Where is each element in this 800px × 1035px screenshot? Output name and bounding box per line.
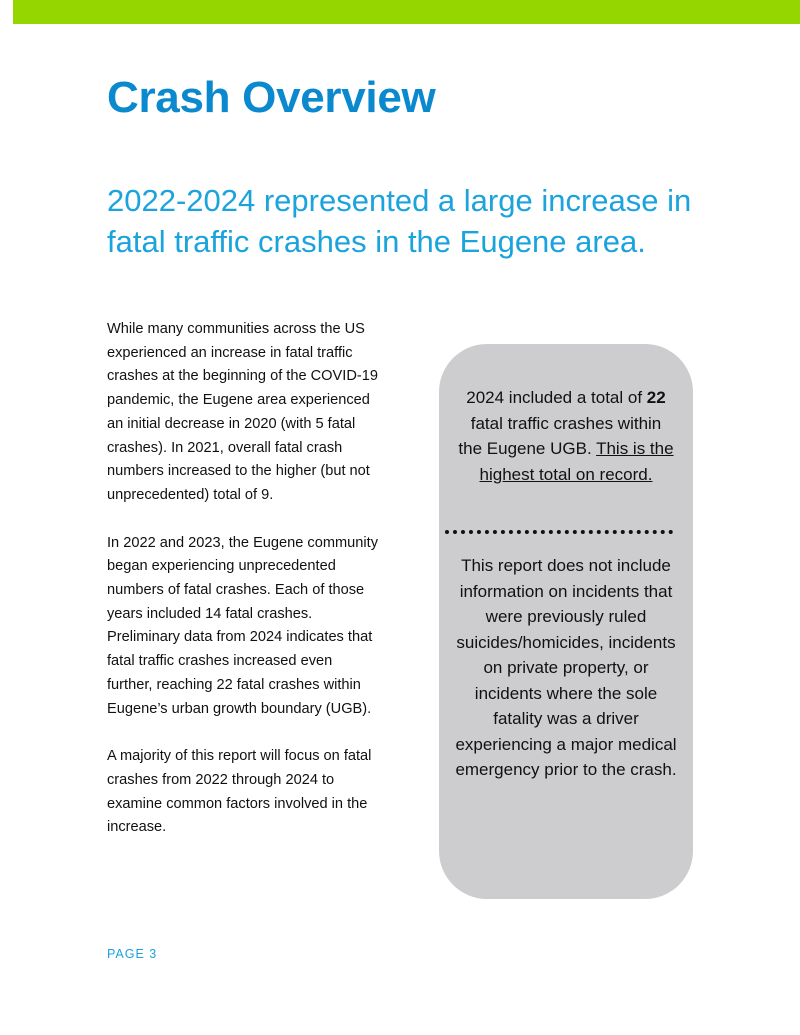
page-title: Crash Overview	[107, 73, 436, 122]
section-subtitle: 2022-2024 represented a large increase in fatal traffic crashes in the Eugene area.	[107, 183, 692, 259]
callout-crash-count: 22	[646, 388, 666, 407]
body-text-column	[107, 318, 379, 864]
body-paragraph: A majority of this report will focus on fatal crashes from 2022 through 2024 to examine common factors involved in the increase.	[107, 748, 372, 836]
callout-box	[439, 344, 693, 899]
body-paragraph: In 2022 and 2023, the Eugene community began experiencing unprecedented numbers of fatal crashes. Each of those years included 14 fatal crashes. Preliminary data from 2024 indicates that fatal traffic crashes increased even further, reaching 22 fatal crashes within Eugene’s urban growth boundary (UGB).	[107, 534, 378, 717]
callout-highlight-text	[457, 385, 675, 487]
top-accent-bar	[13, 0, 800, 24]
body-paragraph: While many communities across the US experienced an increase in fatal traffic crashes at the beginning of the COVID-19 pandemic, the Eugene area experienced an initial decrease in 2020 (with 5 fatal crashes). In 2021, overall fatal crash numbers increased to the higher (but not unprecedented) total of 9.	[107, 321, 378, 503]
callout-disclaimer: This report does not include information on incidents that were previously ruled suicides/homicides, incidents on private property, or incidents where the sole fatality was a driver experiencing a major medical emergency prior to the crash.	[455, 556, 677, 779]
callout-record-note: This is the highest total on record.	[479, 439, 674, 484]
dotted-divider	[445, 530, 673, 534]
callout-suffix: fatal traffic crashes within the Eugene UGB.	[458, 413, 662, 458]
callout-prefix: 2024 included a total of	[466, 388, 647, 407]
page-number: PAGE 3	[107, 947, 158, 961]
